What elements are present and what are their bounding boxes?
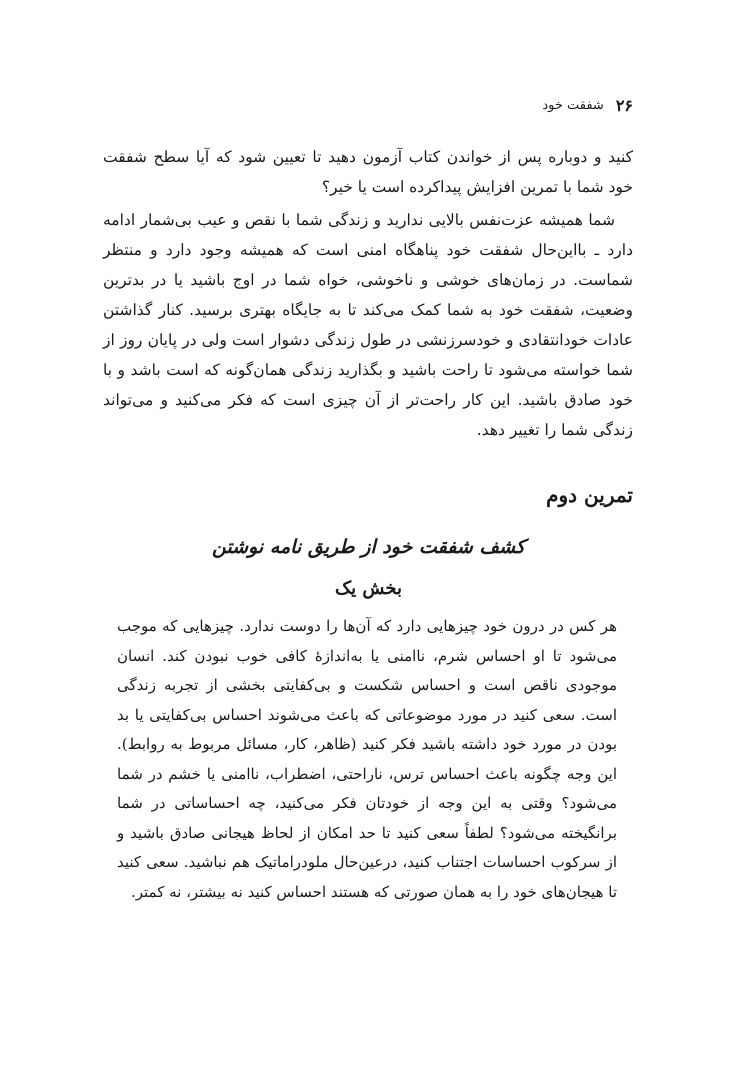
section-heading: تمرین دوم <box>546 483 633 507</box>
running-title: شفقت خود <box>542 97 604 113</box>
exercise-body-paragraph: هر کس در درون خود چیزهایی دارد که آن‌ها را دوست ندارد. چیزهایی که موجب می‌شود تا او احساس شرم، ناامنی یا به‌اندازهٔ کافی خوب نبودن کند. انسان موجودی ناقص است و احساس شکست و بی‌کفایتی بخشی از تجربه زندگی است. سعی کنید در مورد موضوعاتی که باعث می‌شوند احساس بی‌کفایتی یا بد بودن در مورد خود داشته باشید فکر کنید (ظاهر، کار، مسائل مربوط به روابط). این وجه چگونه باعث احساس ترس، ناراحتی، اضطراب، ناامنی یا خشم در شما می‌شود؟ وقتی به این وجه از خودتان فکر می‌کنید، چه احساساتی در شما برانگیخته می‌شود؟ لطفاً سعی کنید تا حد امکان از لحاظ هیجانی صادق باشید و از سرکوب احساسات اجتناب کنید، درعین‌حال ملودراماتیک هم نباشید. سعی کنید تا هیجان‌های خود را به همان صورتی که هستند احساس کنید نه بیشتر، نه کمتر. <box>117 617 617 901</box>
running-header <box>103 94 633 116</box>
page-number: ۲۶ <box>615 95 633 115</box>
self-esteem-paragraph: شما همیشه عزت‌نفس بالایی ندارید و زندگی شما با نقص و عیب بی‌شمار ادامه دارد ـ بااین‌حال شفقت خود پناهگاه امنی است که همیشه وجود دارد و منتظر شماست. در زمان‌های خوشی و ناخوشی، خواه شما در اوج باشید یا در بدترین وضعیت، شفقت خود به شما کمک می‌کند تا به جایگاه بهتری برسید. کنار گذاشتن عادات خودانتقادی و خودسرزنشی در طول زندگی دشوار است ولی در پایان روز از شما خواسته می‌شود تا راحت باشید و بگذارید زندگی همان‌گونه که است باشد و با خود صادق باشید. این کار راحت‌تر از آن چیزی است که فکر می‌کنید و می‌تواند زندگی شما را تغییر دهد. <box>103 211 633 439</box>
exercise-title: کشف شفقت خود از طریق نامه نوشتن <box>211 536 526 558</box>
part-heading: بخش یک <box>335 578 402 599</box>
opening-paragraph: کنید و دوباره پس از خواندن کتاب آزمون دهید تا تعیین شود که آیا سطح شفقت خود شما با تمرین افزایش پیداکرده است یا خیر؟ <box>103 148 633 196</box>
